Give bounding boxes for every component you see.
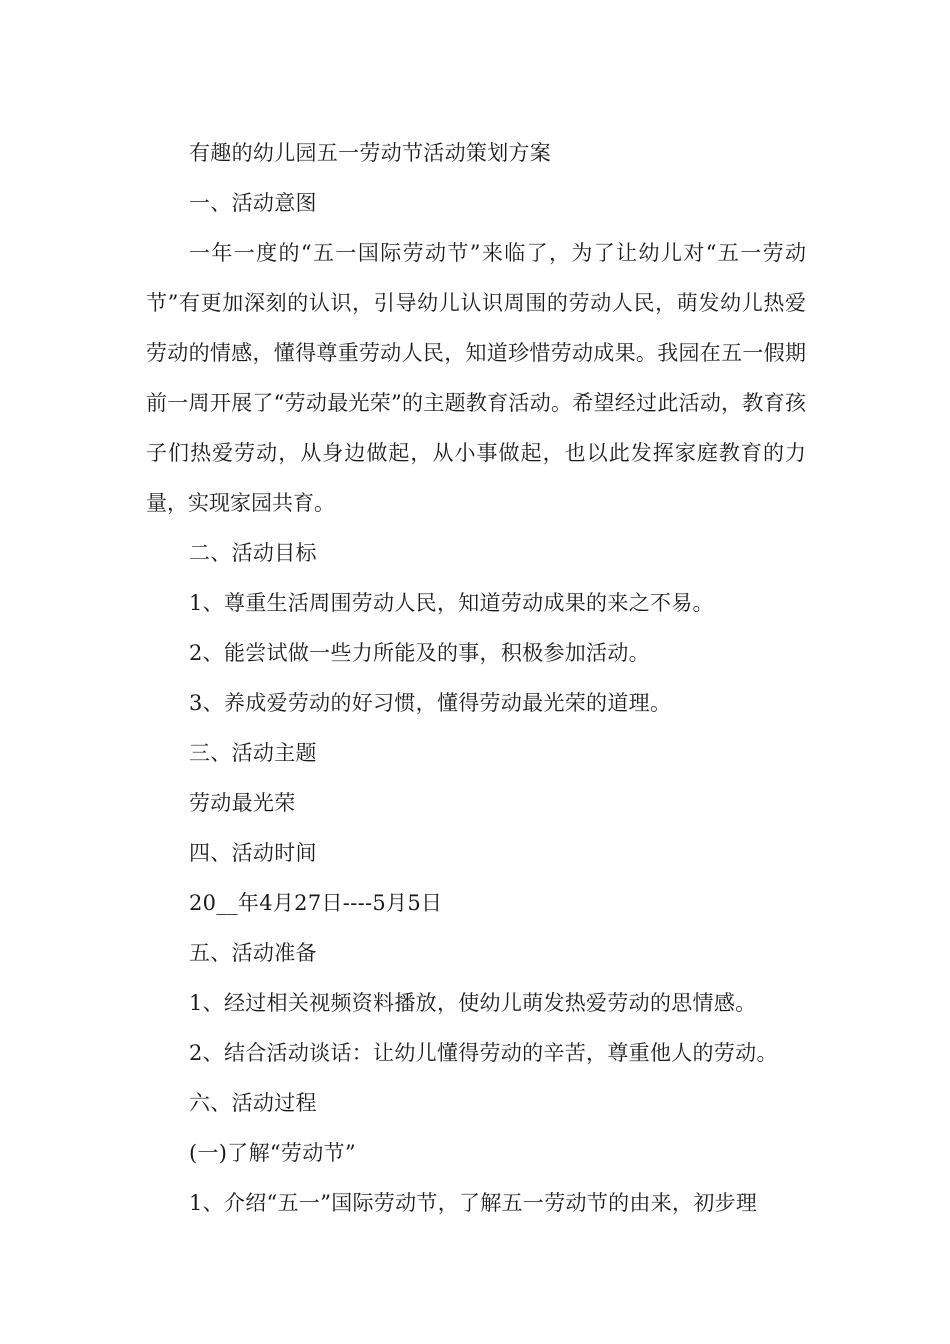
intent-paragraph: 一年一度的“五一国际劳动节”来临了，为了让幼儿对“五一劳动节”有更加深刻的认识，引导幼儿认识周围的劳动人民，萌发幼儿热爱劳动的情感，懂得尊重劳动人民，知道珍惜劳动成果。我园在五一假期前一周开展了“劳动最光荣”的主题教育活动。希望经过此活动，教育孩子们热爱劳动，从身边做起，从小事做起，也以此发挥家庭教育的力量，实现家园共育。 — [146, 241, 806, 515]
process-subheading: (一)了解“劳动节” — [189, 1141, 356, 1165]
goal-item: 2、能尝试做一些力所能及的事，积极参加活动。 — [189, 641, 650, 665]
preparation-item: 1、经过相关视频资料播放，使幼儿萌发热爱劳动的思情感。 — [189, 991, 757, 1015]
goal-item: 1、尊重生活周围劳动人民，知道劳动成果的来之不易。 — [189, 591, 714, 615]
section-heading-preparation: 五、活动准备 — [189, 941, 317, 965]
section-heading-time: 四、活动时间 — [189, 841, 317, 865]
document-content — [146, 128, 806, 1228]
preparation-item: 2、结合活动谈话：让幼儿懂得劳动的辛苦，尊重他人的劳动。 — [189, 1041, 778, 1065]
section-heading-goals: 二、活动目标 — [189, 541, 317, 565]
section-heading-process: 六、活动过程 — [189, 1091, 317, 1115]
section-heading-theme: 三、活动主题 — [189, 741, 317, 765]
document-title: 有趣的幼儿园五一劳动节活动策划方案 — [189, 141, 552, 165]
goal-item: 3、养成爱劳动的好习惯，懂得劳动最光荣的道理。 — [189, 691, 672, 715]
section-heading-intent: 一、活动意图 — [189, 191, 317, 215]
theme-text: 劳动最光荣 — [189, 791, 296, 815]
time-text: 20__年4月27日----5月5日 — [189, 891, 443, 915]
process-item: 1、介绍“五一”国际劳动节，了解五一劳动节的由来，初步理 — [189, 1191, 758, 1215]
